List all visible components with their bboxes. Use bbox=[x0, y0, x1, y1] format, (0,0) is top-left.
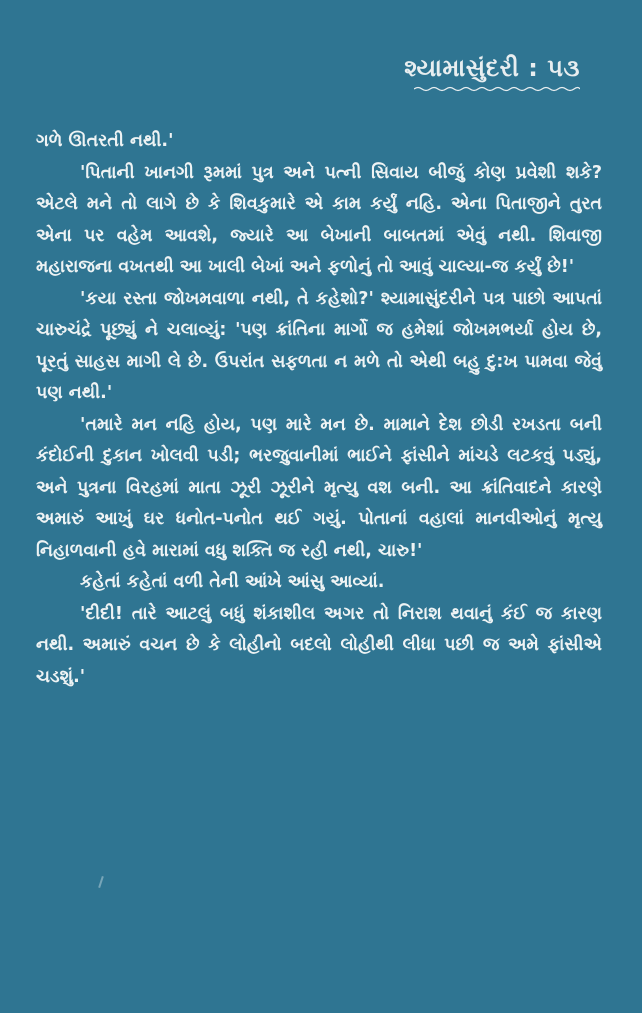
paragraph: 'તમારે મન નહિ હોય, પણ મારે મન છે. મામાને દેશ છોડી રખડતા બની કંદોઈની દુકાન ખોલવી પડી; ભરજુવાનીમાં ભાઈને ફાંસીને માંચડે લટકવું પડ્યું, અને પુત્રના વિરહમાં માતા ઝૂરી ઝૂરીને મૃત્યુ વશ બની. આ ક્રાંતિવાદને કારણે અમારું આખું ઘર ધનોત-પનોત થઈ ગયું. પોતાનાં વહાલાં માનવીઓનું મૃત્યુ નિહાળવાની હવે મારામાં વધુ શક્તિ જ રહી નથી, ચારુ!' bbox=[36, 414, 602, 561]
paragraph: 'કયા રસ્તા જોખમવાળા નથી, તે કહેશો?' શ્યામાસુંદરીને પત્ર પાછો આપતાં ચારુચંદ્રે પૂછ્યું ને ચલાવ્યું: 'પણ ક્રાંતિના માર્ગો જ હમેશાં જોખમભર્યા હોય છે, પૂરતું સાહસ માગી લે છે. ઉપરાંત સફળતા ન મળે તો એથી બહુ દુ:ખ પામવા જેવું પણ નથી.' bbox=[36, 288, 602, 403]
paragraph: કહેતાં કહેતાં વળી તેની આંખે આંસુ આવ્યાં. bbox=[80, 572, 385, 592]
paragraph: 'પિતાની ખાનગી રૂમમાં પુત્ર અને પત્ની સિવાય બીજું કોણ પ્રવેશી શકે? એટલે મને તો લાગે છે કે શિવકુમારે એ કામ કર્યું નહિ. એના પિતાજીને તુરત એના પર વહેમ આવશે, જ્યારે આ બેખાની બાબતમાં એવું નથી. શિવાજી મહારાજના વખતથી આ ખાલી બેખાં અને ફળોનું તો આવું ચાલ્યા-જ કર્યું છે!' bbox=[36, 162, 602, 277]
decorative-wavy-rule bbox=[414, 86, 580, 92]
running-title: શ્યામાસુંદરી : ૫૩ bbox=[404, 54, 580, 82]
stray-ink-mark bbox=[98, 876, 104, 888]
paragraph: 'દીદી! તારે આટલું બધું શંકાશીલ અગર તો નિરાશ થવાનું કંઈ જ કારણ નથી. અમારું વચન છે કે લોહીનો બદલો લોહીથી લીધા પછી જ અમે ફાંસીએ ચડશું.' bbox=[36, 603, 602, 687]
paragraph: ગળે ઊતરતી નથી.' bbox=[36, 131, 174, 151]
page-body bbox=[36, 126, 602, 693]
page-header bbox=[404, 54, 580, 92]
